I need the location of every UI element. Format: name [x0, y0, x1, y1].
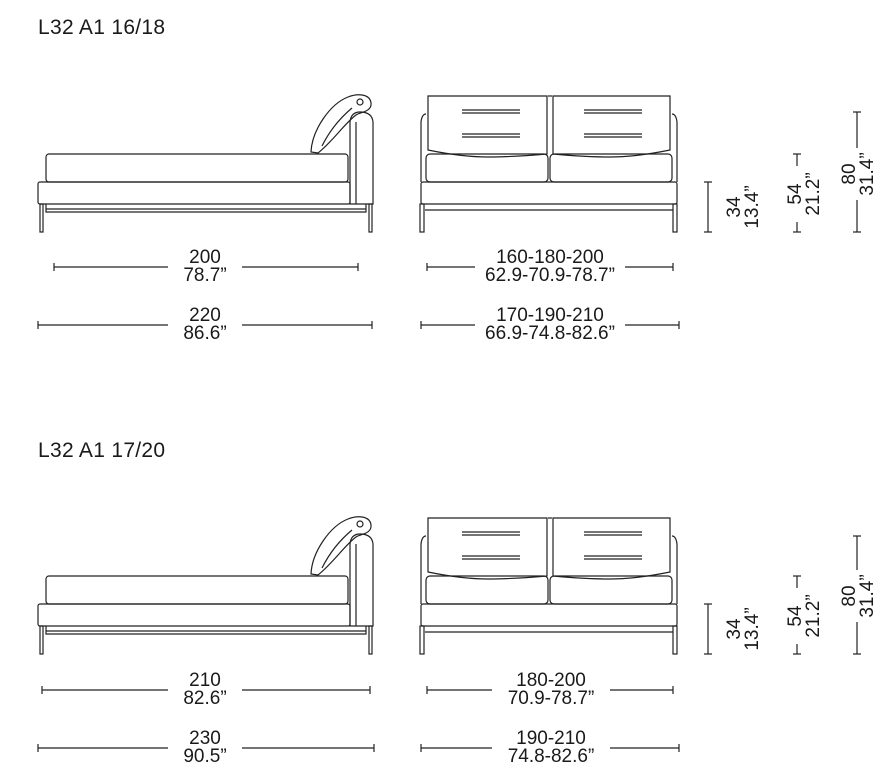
dim-in: 86.6”	[183, 323, 227, 344]
front-outer-dimension-1	[472, 307, 628, 343]
side-inner-dimension-1	[168, 249, 242, 285]
front-inner-dimension-2	[492, 672, 610, 708]
dim-cm: 180-200	[516, 670, 586, 691]
front-outer-dimension-2	[492, 730, 610, 766]
dim-cm: 230	[189, 728, 221, 749]
dim-in: 90.5”	[183, 746, 227, 767]
height-dimension-seat-2	[726, 589, 762, 669]
side-outer-dimension-1	[168, 307, 242, 343]
dim-in: 21.2”	[803, 594, 824, 638]
side-inner-dimension-2	[168, 672, 242, 708]
dim-in: 21.2”	[803, 172, 824, 216]
height-dimension-arm-1	[787, 154, 823, 234]
dim-cm: 34	[724, 618, 745, 640]
section-title-2: L32 A1 17/20	[38, 439, 166, 462]
dim-cm: 80	[839, 163, 860, 185]
side-view-1	[38, 95, 373, 232]
side-view-2	[38, 517, 373, 654]
height-dimension-arm-2	[787, 576, 823, 656]
dim-in: 78.7”	[183, 265, 227, 286]
dim-cm: 54	[785, 183, 806, 205]
side-outer-dimension-2	[168, 730, 242, 766]
dim-in: 13.4”	[742, 185, 763, 229]
section-title-1: L32 A1 16/18	[38, 16, 166, 39]
dim-in: 70.9-78.7”	[507, 688, 595, 709]
dim-in: 82.6”	[183, 688, 227, 709]
height-dimension-seat-1	[726, 167, 762, 247]
dim-cm: 200	[189, 247, 221, 268]
dim-in: 74.8-82.6”	[507, 746, 595, 767]
dim-cm: 190-210	[516, 728, 586, 749]
dim-cm: 160-180-200	[496, 247, 604, 268]
dim-in: 66.9-74.8-82.6”	[485, 323, 615, 344]
dim-in: 13.4”	[742, 607, 763, 651]
dim-cm: 34	[724, 196, 745, 218]
dim-cm: 220	[189, 305, 221, 326]
dim-in: 62.9-70.9-78.7”	[485, 265, 615, 286]
dim-cm: 210	[189, 670, 221, 691]
front-view-2	[420, 518, 677, 654]
front-view-1	[420, 96, 677, 232]
dim-cm: 170-190-210	[496, 305, 604, 326]
dim-in: 31.4”	[857, 574, 878, 618]
dim-cm: 80	[839, 585, 860, 607]
height-dimension-back-2	[841, 556, 877, 636]
front-inner-dimension-1	[472, 249, 628, 285]
dim-in: 31.4”	[857, 152, 878, 196]
dim-cm: 54	[785, 605, 806, 627]
height-dimension-back-1	[841, 134, 877, 214]
